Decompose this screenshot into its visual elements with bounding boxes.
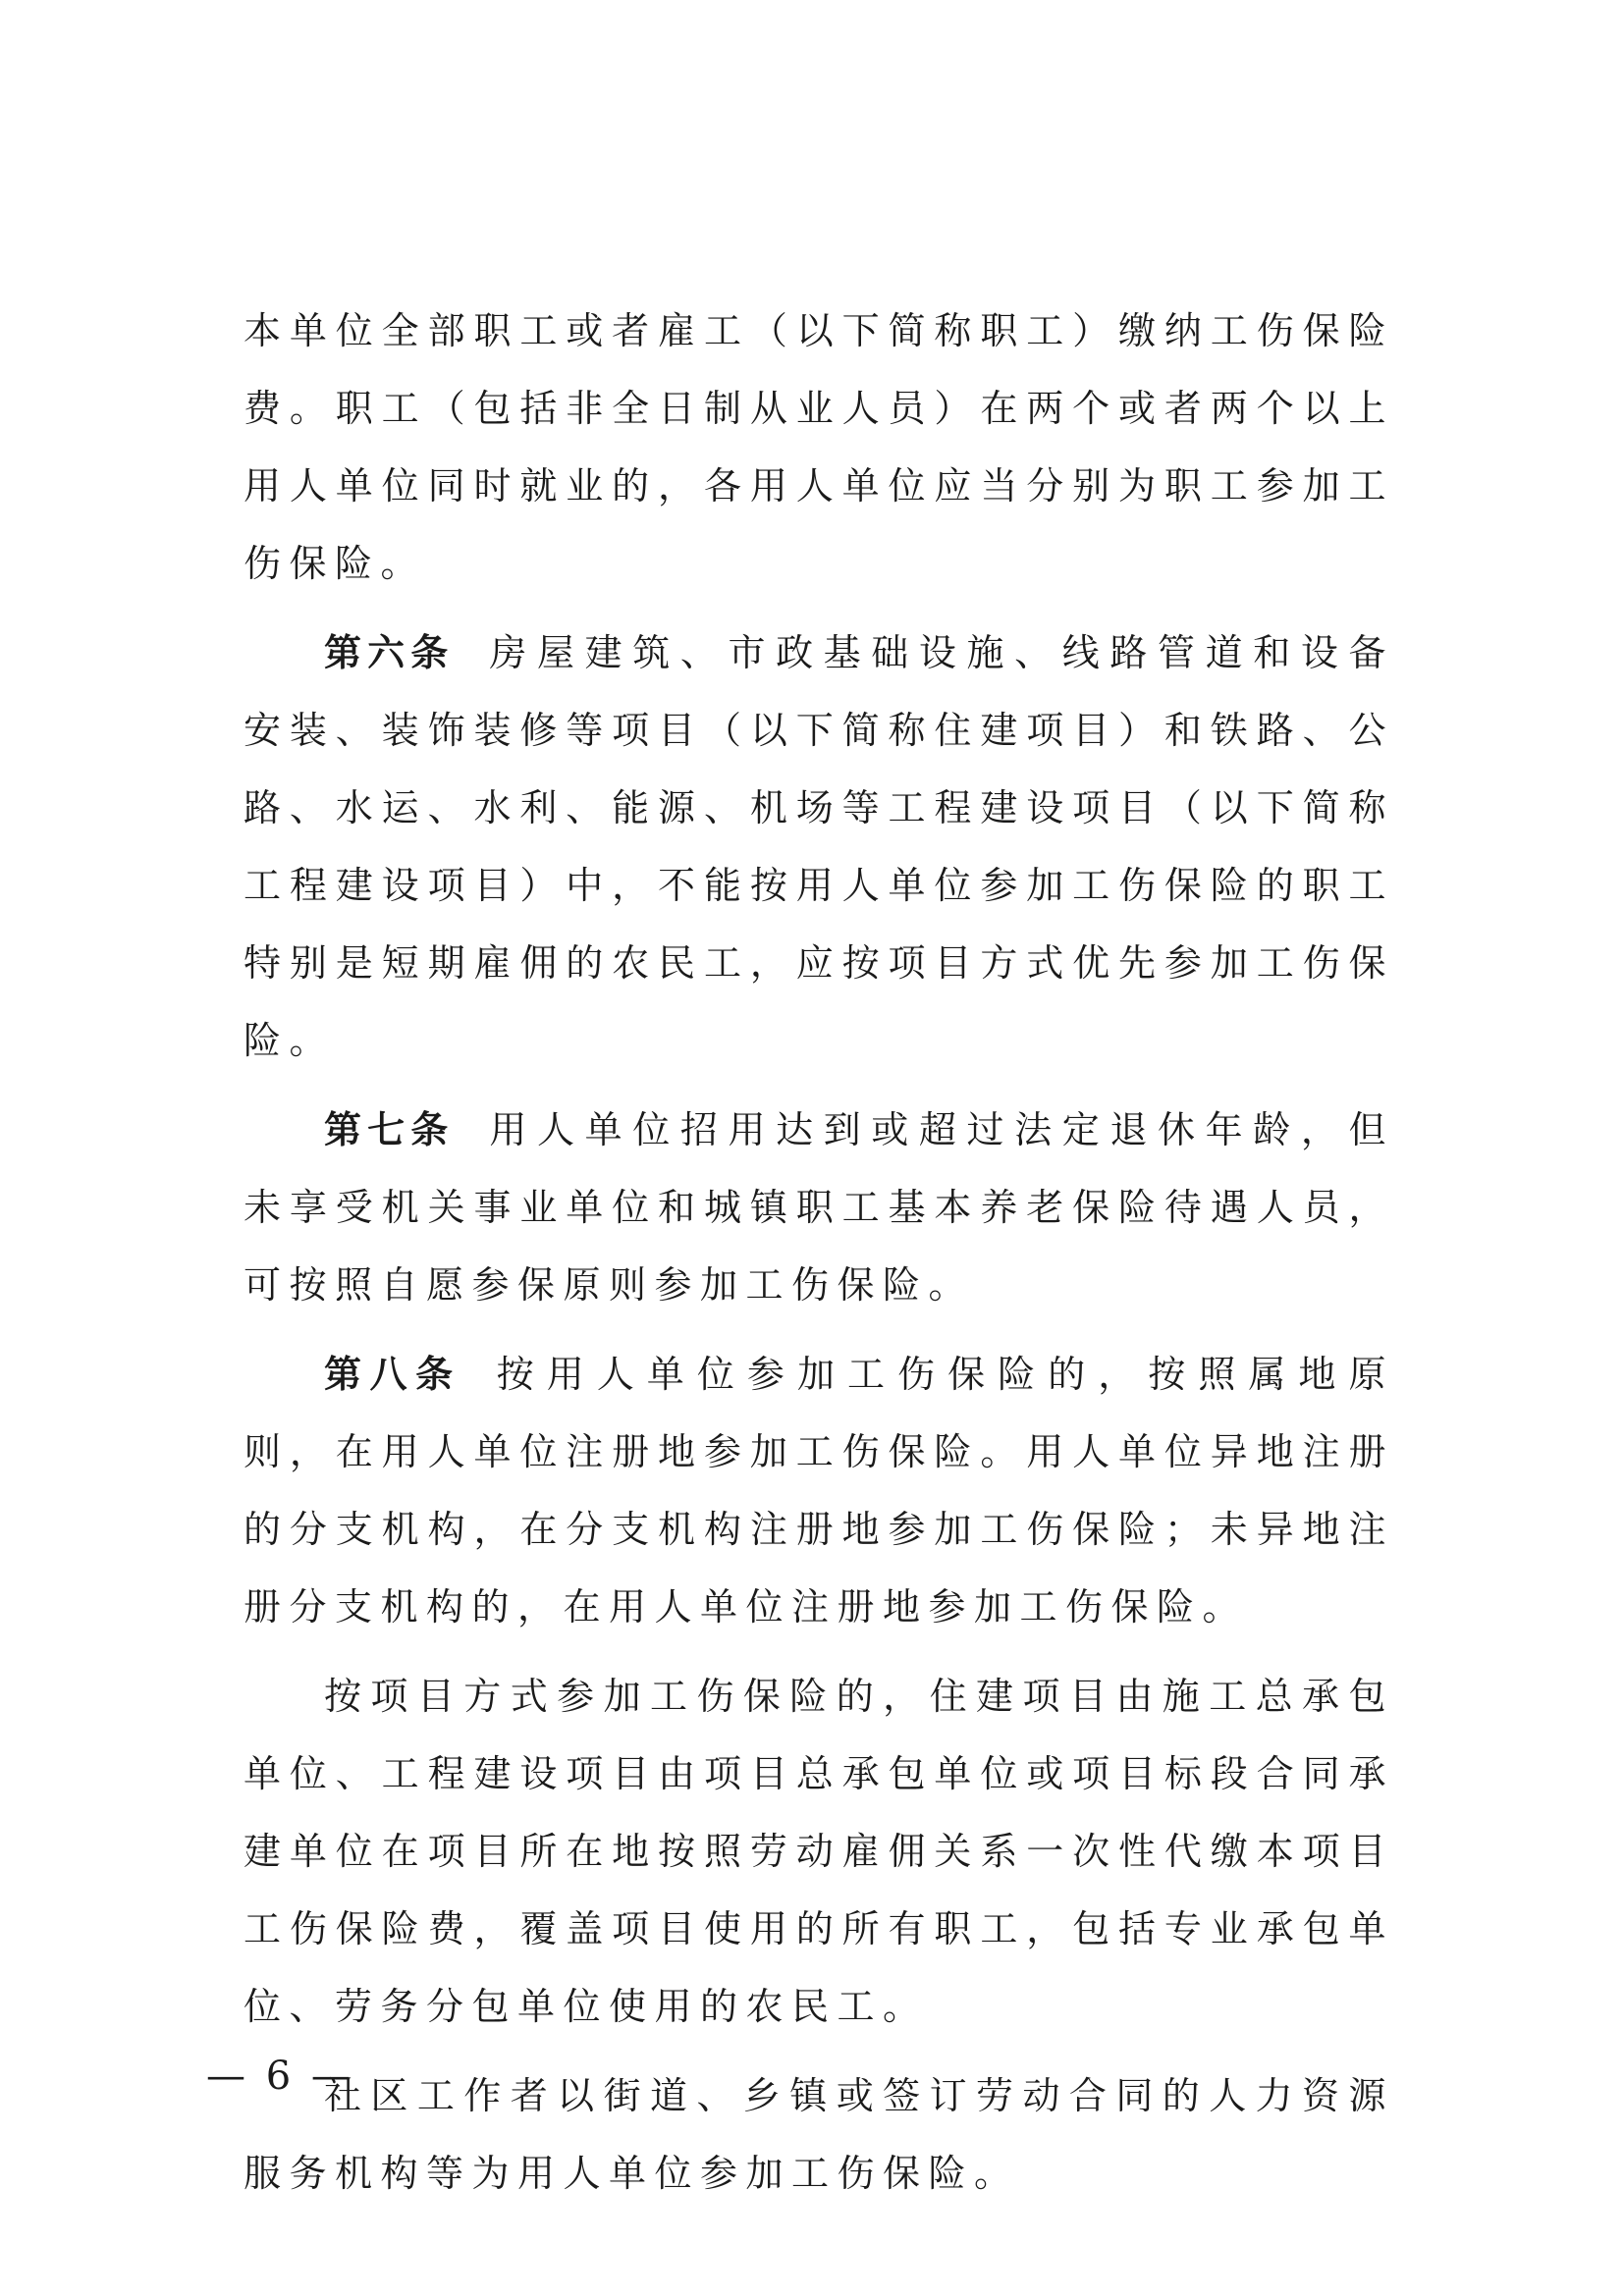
- project-mode-paragraph: [243, 1658, 1394, 2046]
- paragraph-text: 社区工作者以街道、乡镇或签订劳动合同的人力资源服务机构等为用人单位参加工伤保险。: [243, 2074, 1394, 2195]
- page-number: — 6 —: [206, 2054, 354, 2099]
- community-worker-paragraph: [243, 2057, 1394, 2213]
- article-7-paragraph: [243, 1092, 1394, 1324]
- paragraph-continuation: [243, 293, 1394, 603]
- article-6-heading: 第六条: [324, 631, 455, 674]
- paragraph-text: 用人单位招用达到或超过法定退休年龄，但未享受机关事业单位和城镇职工基本养老保险待遇人员，可按照自愿参保原则参加工伤保险。: [243, 1108, 1394, 1307]
- article-7-heading: 第七条: [324, 1108, 455, 1151]
- paragraph-text: 本单位全部职工或者雇工（以下简称职工）缴纳工伤保险费。职工（包括非全日制从业人员）在两个或者两个以上用人单位同时就业的，各用人单位应当分别为职工参加工伤保险。: [243, 309, 1394, 585]
- paragraph-text: 按用人单位参加工伤保险的，按照属地原则，在用人单位注册地参加工伤保险。用人单位异地注册的分支机构，在分支机构注册地参加工伤保险；未异地注册分支机构的，在用人单位注册地参加工伤保险。: [243, 1353, 1394, 1629]
- article-6-paragraph: [243, 614, 1394, 1080]
- article-8-heading: 第八条: [324, 1353, 461, 1396]
- paragraph-text: 房屋建筑、市政基础设施、线路管道和设备安装、装饰装修等项目（以下简称住建项目）和铁路、公路、水运、水利、能源、机场等工程建设项目（以下简称工程建设项目）中，不能按用人单位参加工伤保险的职工特别是短期雇佣的农民工，应按项目方式优先参加工伤保险。: [243, 631, 1394, 1062]
- article-8-paragraph: [243, 1336, 1394, 1646]
- paragraph-text: 按项目方式参加工伤保险的，住建项目由施工总承包单位、工程建设项目由项目总承包单位或项目标段合同承建单位在项目所在地按照劳动雇佣关系一次性代缴本项目工伤保险费，覆盖项目使用的所有职工，包括专业承包单位、劳务分包单位使用的农民工。: [243, 1675, 1394, 2028]
- document-body: [243, 293, 1394, 2224]
